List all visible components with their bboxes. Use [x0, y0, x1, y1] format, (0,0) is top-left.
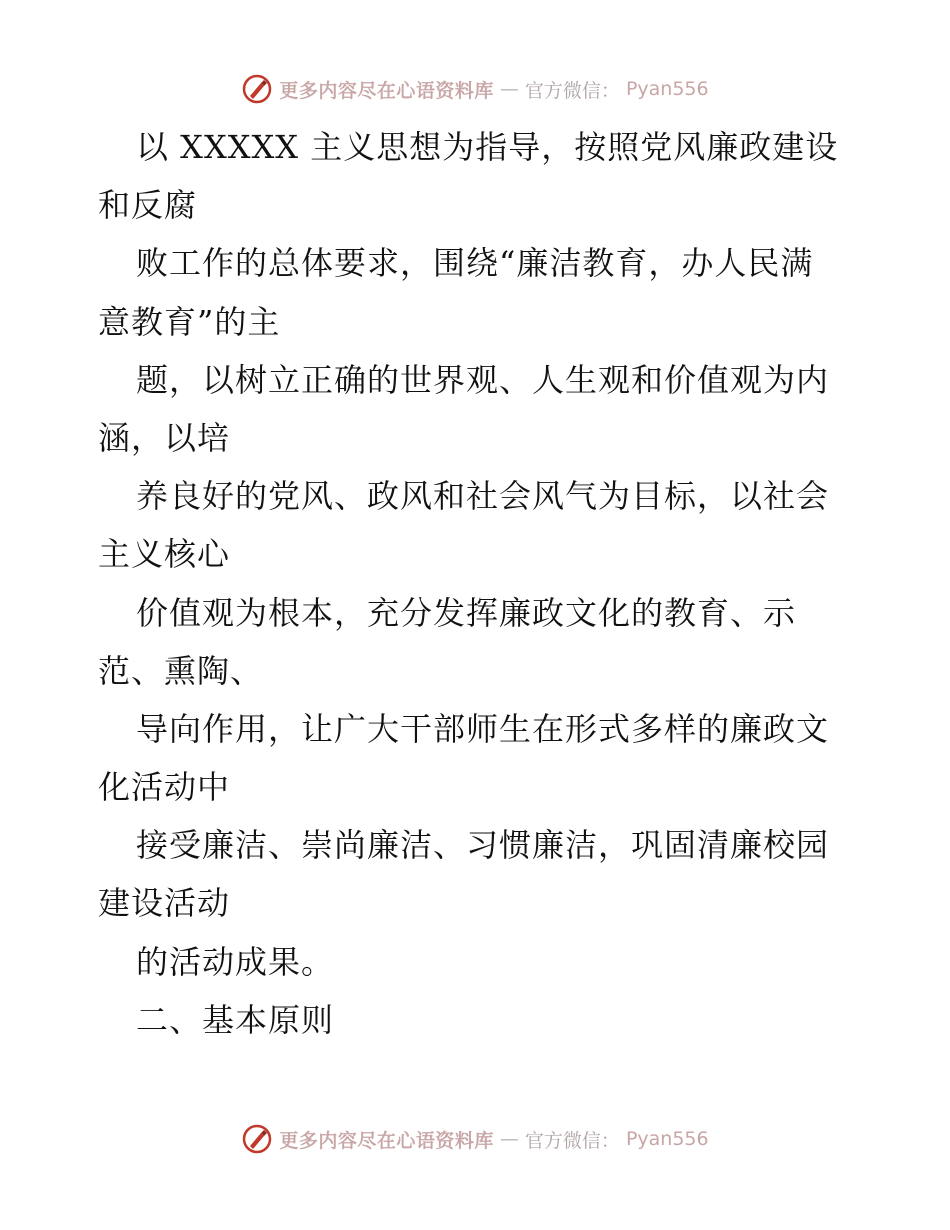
watermark-contact-id: Pyan556 — [625, 1128, 709, 1150]
text-line: 题，以树立正确的世界观、人生观和价值观为内 — [136, 360, 830, 399]
text-line: 范、熏陶、 — [98, 651, 264, 690]
watermark-contact-label: 官方微信： — [524, 79, 620, 102]
text-line: 养良好的党风、政风和社会风气为目标，以社会 — [136, 477, 830, 516]
document-body — [98, 118, 868, 1049]
text-line: 建设活动 — [98, 884, 231, 923]
pen-logo-icon — [241, 73, 273, 105]
text-line: 和反腐 — [98, 186, 198, 225]
watermark-contact-id: Pyan556 — [625, 78, 709, 100]
pen-logo-icon — [241, 1123, 273, 1155]
text-line: 导向作用，让广大干部师生在形式多样的廉政文 — [136, 709, 830, 748]
text-line: 化活动中 — [98, 768, 231, 807]
text-line: 主义核心 — [98, 535, 231, 574]
text-line: 意教育”的主 — [98, 302, 281, 341]
text-line: 价值观为根本，充分发挥廉政文化的教育、示 — [136, 593, 797, 632]
text-line: 接受廉洁、崇尚廉洁、习惯廉洁，巩固清廉校园 — [136, 826, 830, 865]
watermark-brand: 更多内容尽在心语资料库 — [279, 79, 494, 102]
text-line: 败工作的总体要求，围绕“廉洁教育，办人民满 — [136, 244, 814, 283]
watermark-brand: 更多内容尽在心语资料库 — [279, 1129, 494, 1152]
text-line: 以 XXXXX 主义思想为指导，按照党风廉政建设 — [136, 128, 839, 166]
footer-watermark — [0, 1122, 950, 1156]
text-line: 的活动成果。 — [136, 942, 335, 981]
watermark-separator: — — [499, 78, 519, 100]
watermark-separator: — — [499, 1128, 519, 1150]
text-line: 二、基本原则 — [136, 1000, 335, 1039]
header-watermark — [0, 72, 950, 106]
text-line: 涵，以培 — [98, 418, 231, 457]
watermark-contact-label: 官方微信： — [524, 1129, 620, 1152]
